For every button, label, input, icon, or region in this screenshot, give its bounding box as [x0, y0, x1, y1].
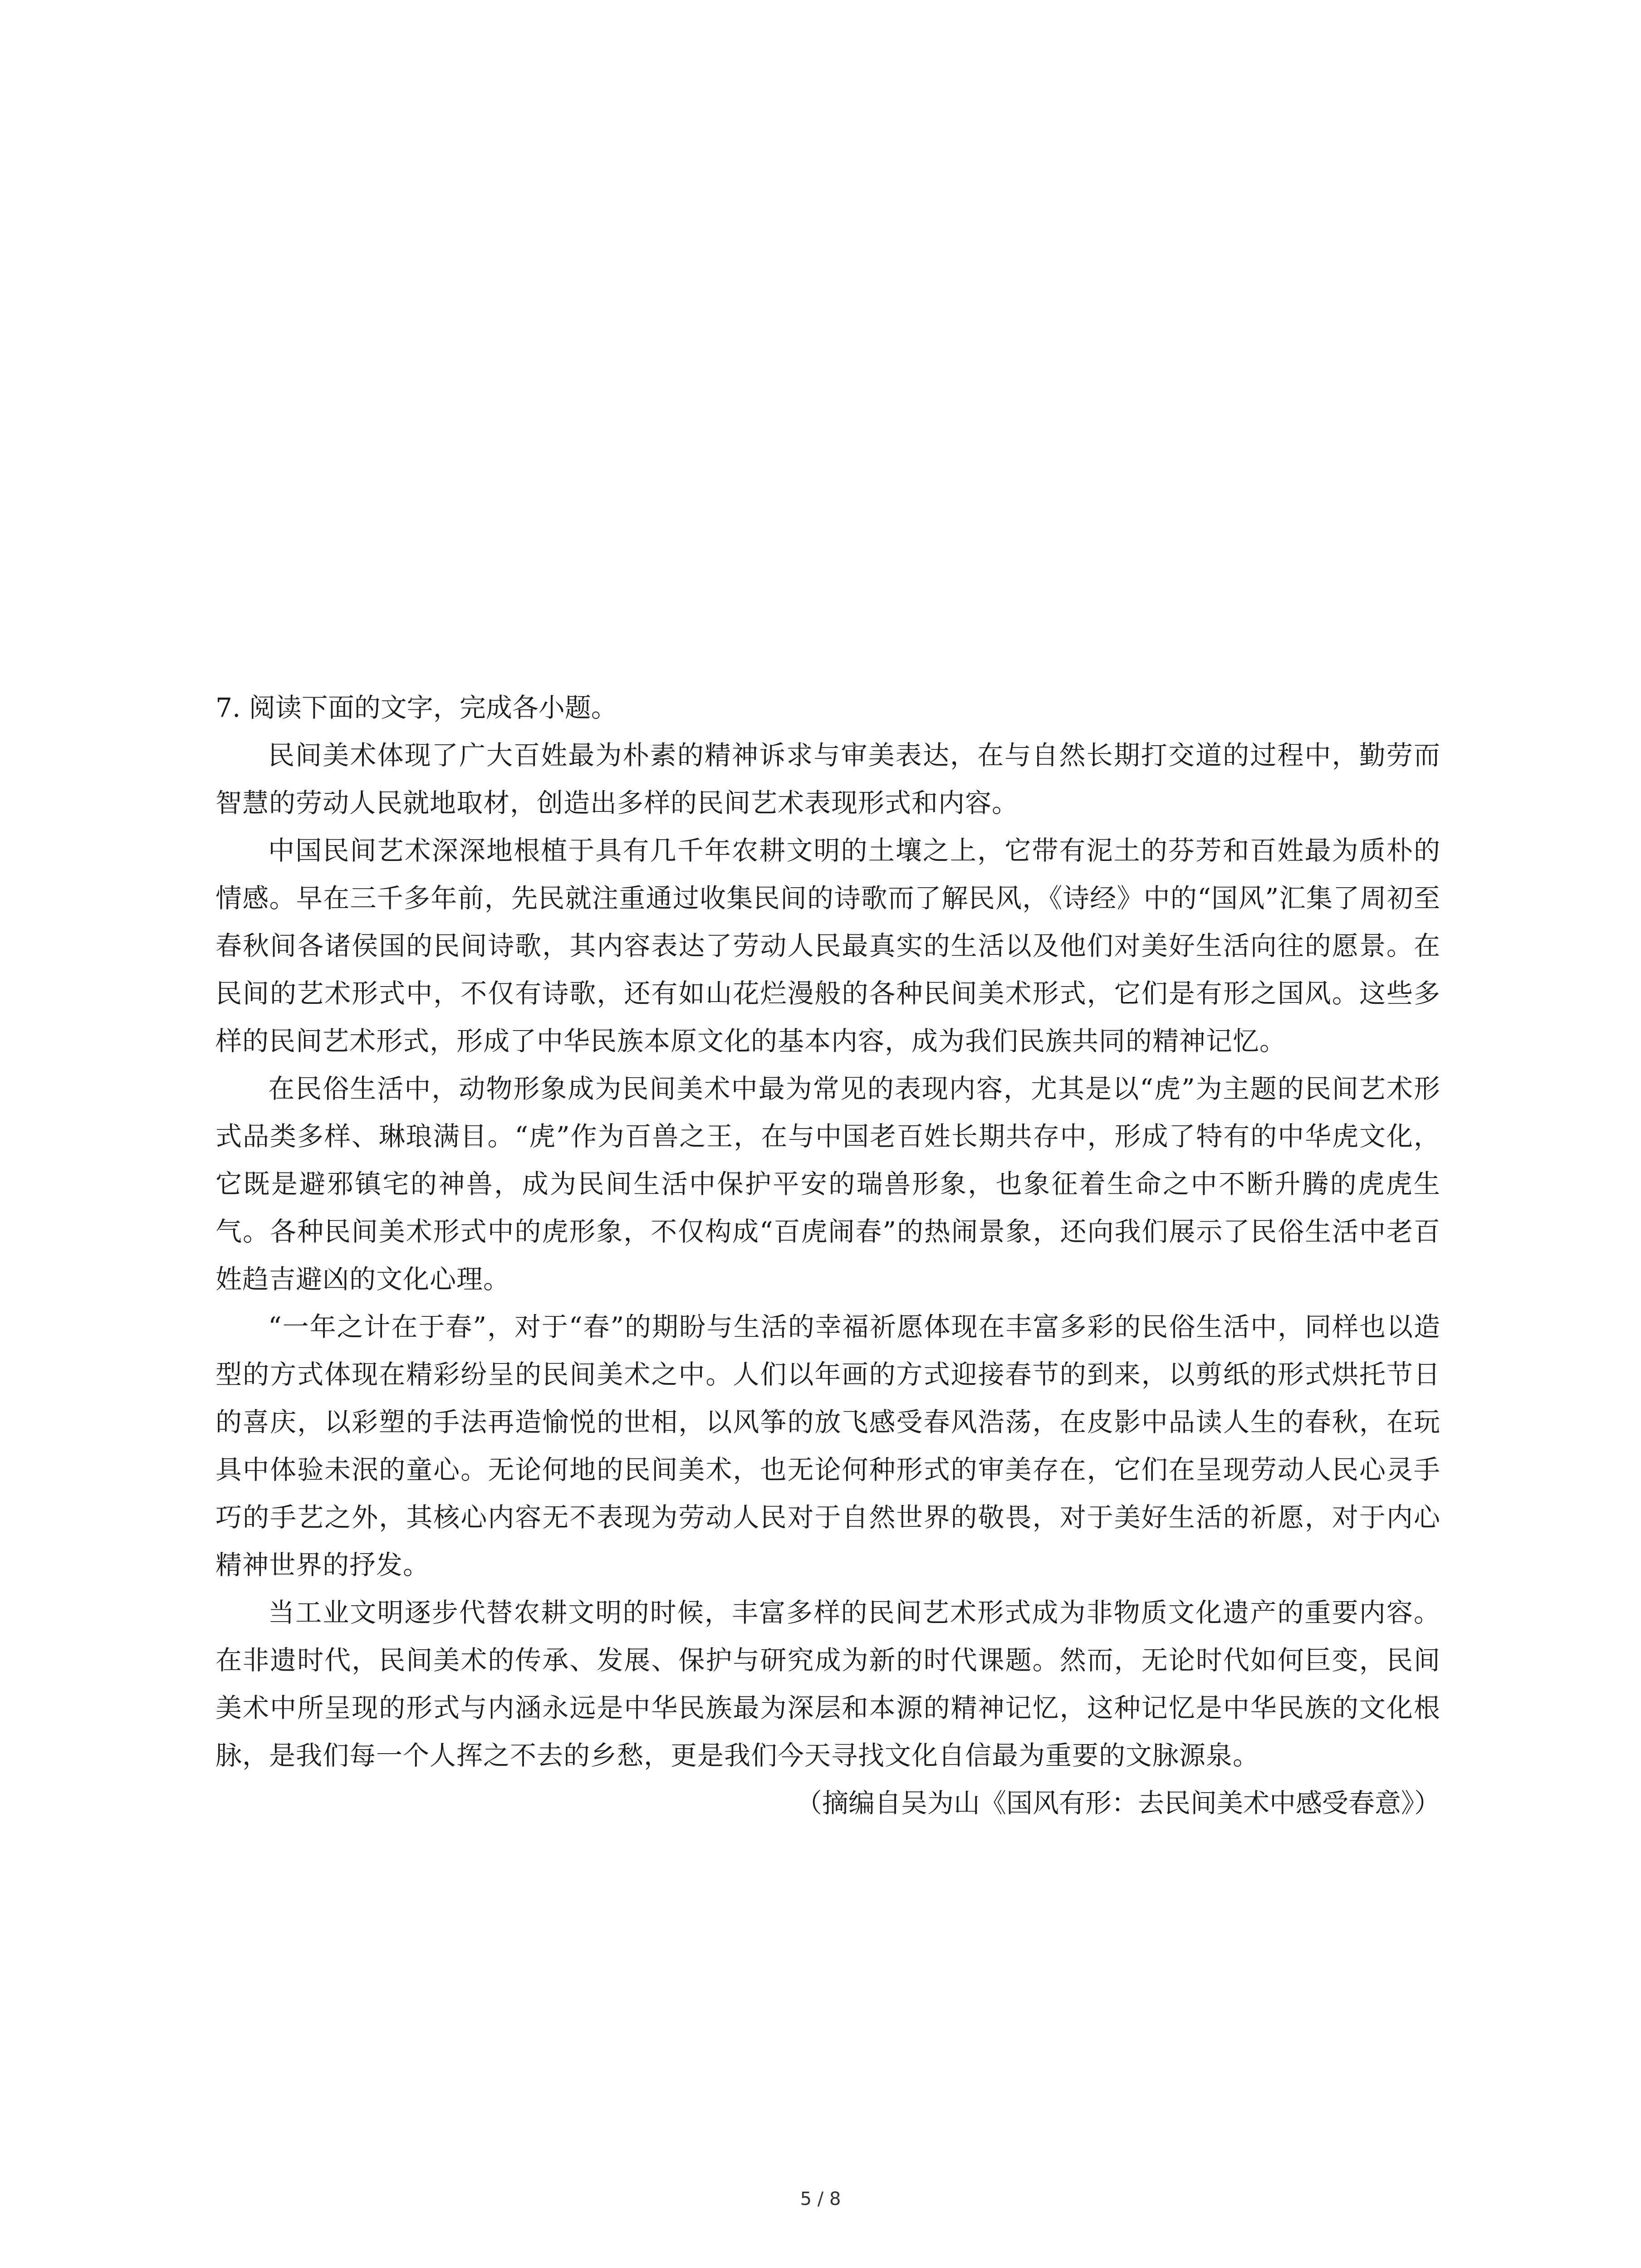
- document-body: [216, 684, 1440, 1827]
- paragraph-5: 当工业文明逐步代替农耕文明的时候，丰富多样的民间艺术形式成为非物质文化遗产的重要内容。在非遗时代，民间美术的传承、发展、保护与研究成为新的时代课题。然而，无论时代如何巨变，民间美术中所呈现的形式与内涵永远是中华民族最为深层和本源的精神记忆，这种记忆是中华民族的文化根脉，是我们每一个人挥之不去的乡愁，更是我们今天寻找文化自信最为重要的文脉源泉。: [216, 1597, 1440, 1771]
- source-citation: （摘编自吴为山《国风有形：去民间美术中感受春意》）: [795, 1788, 1440, 1818]
- question-heading: 7. 阅读下面的文字，完成各小题。: [216, 692, 617, 723]
- paragraph-2: 中国民间艺术深深地根植于具有几千年农耕文明的土壤之上，它带有泥土的芬芳和百姓最为质朴的情感。早在三千多年前，先民就注重通过收集民间的诗歌而了解民风，《诗经》中的“国风”汇集了周初至春秋间各诸侯国的民间诗歌，其内容表达了劳动人民最真实的生活以及他们对美好生活向往的愿景。在民间的艺术形式中，不仅有诗歌，还有如山花烂漫般的各种民间美术形式，它们是有形之国风。这些多样的民间艺术形式，形成了中华民族本原文化的基本内容，成为我们民族共同的精神记忆。: [216, 835, 1440, 1056]
- paragraph-3: 在民俗生活中，动物形象成为民间美术中最为常见的表现内容，尤其是以“虎”为主题的民间艺术形式品类多样、琳琅满目。“虎”作为百兽之王，在与中国老百姓长期共存中，形成了特有的中华虎文化，它既是避邪镇宅的神兽，成为民间生活中保护平安的瑞兽形象，也象征着生命之中不断升腾的虎虎生气。各种民间美术形式中的虎形象，不仅构成“百虎闹春”的热闹景象，还向我们展示了民俗生活中老百姓趋吉避凶的文化心理。: [216, 1073, 1440, 1295]
- paragraph-1: 民间美术体现了广大百姓最为朴素的精神诉求与审美表达，在与自然长期打交道的过程中，勤劳而智慧的劳动人民就地取材，创造出多样的民间艺术表现形式和内容。: [216, 740, 1440, 818]
- paragraph-4: “一年之计在于春”，对于“春”的期盼与生活的幸福祈愿体现在丰富多彩的民俗生活中，同样也以造型的方式体现在精彩纷呈的民间美术之中。人们以年画的方式迎接春节的到来，以剪纸的形式烘托节日的喜庆，以彩塑的手法再造愉悦的世相，以风筝的放飞感受春风浩荡，在皮影中品读人生的春秋，在玩具中体验未泯的童心。无论何地的民间美术，也无论何种形式的审美存在，它们在呈现劳动人民心灵手巧的手艺之外，其核心内容无不表现为劳动人民对于自然世界的敬畏，对于美好生活的祈愿，对于内心精神世界的抒发。: [216, 1311, 1440, 1580]
- page-number: 5 / 8: [800, 2189, 841, 2209]
